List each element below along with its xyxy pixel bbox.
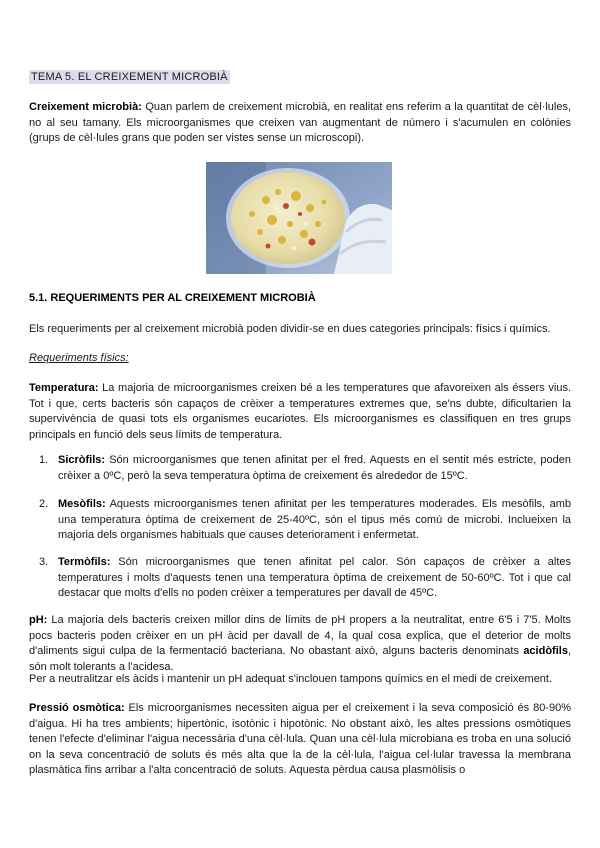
osmotic-text: Els microorganismes necessiten aigua per el creixement i la seva composició és 80-90% d'aigua. Hi ha tres ambients; hipertònic, isotònic i hipotònic. No obstant això, les altes pressions osmòtiques tenen l'efecte d'eliminar l'aigua necessària d'una cèl·lula. Quan una cèl·lula microbiana es troba en una solució on la seva concentració de soluts és més alta que la de la cèl·lula, l'aigua cel·lular travessa la membrana plasmàtica fins arribar a l'alta concentració de soluts. Aquesta pèrdua causa plasmòlisis o [29, 702, 571, 776]
list-text: Són microorganismes que tenen afinitat pel calor. Són capaços de crèixer a altes temperatures i molts d'aquests tenen una temperatura òptima de creixement de 50-60ºC. Tot i que cal destacar que molts d'ells no poden crèixer a temperatures per davall de 45ºC. [58, 556, 571, 599]
temperature-term: Temperatura: [29, 382, 99, 394]
ph-term: pH: [29, 614, 48, 626]
ph-text: La majoria dels bacteris creixen millor dins de límits de pH propers a la neutralitat, entre 6'5 i 7'5. Molts pocs bacteris poden crèixer en un pH àcid per davall de 4, la qual cosa explica, que el deterior de molts d'aliments sigui culpa de la fermentació bacteriana. No obastant això, alguns bacteris denominats [29, 614, 571, 657]
osmotic-term: Pressió osmòtica: [29, 702, 125, 714]
list-item [39, 497, 571, 544]
list-text-block [58, 555, 571, 602]
list-text: Són microorganismes que tenen afinitat per el fred. Aquests en el sentit més estricte, poden crèixer a 0ºC, però la seva temperatura òptima de creixement és alrededor de 15ºC. [58, 454, 571, 482]
temperature-paragraph [29, 381, 571, 443]
temperature-text: La majoria de microorganismes creixen bé a les temperatures que afavoreixen als éssers vius. Tot i que, certs bacteris són capaços de crèixer a temperatures extremes que, se'ns dubte, dificultarien la supervivència de quasi tots els organismes eucariotes. Els microorganismes es classifiquen en tres grups principals en funció dels seus límits de temperatura. [29, 382, 572, 441]
intro-paragraph [29, 100, 571, 147]
section-intro: Els requeriments per al creixement microbià poden dividir-se en dues categories principals: físics i químics. [29, 323, 551, 335]
list-term: Mesòfils: [58, 498, 106, 510]
list-text: Aquests microorganismes tenen afinitat per les temperatures moderades. Els mesòfils, amb una temperatura òptima de creixement de 25-40ºC, són el tipus més comú de microbi. Inclueixen la majoria dels organismes habituals que causes deteriorament i enfermetat. [58, 498, 571, 541]
list-text-block [58, 497, 571, 544]
osmotic-paragraph [29, 701, 571, 779]
petri-dish-photo [206, 162, 392, 274]
list-item [39, 453, 571, 484]
list-number: 3. [39, 556, 49, 568]
intro-text: Quan parlem de creixement microbià, en realitat ens referim a la quantitat de cèl·lules, no al seu tamany. Els microorganismes que creixen van augmentant de número i s'acumulen en colònies (grups de cèl·lules grans que poden ser vistes sense un microscopi). [29, 101, 572, 144]
list-item [39, 555, 571, 602]
ph-paragraph [29, 613, 571, 675]
ph-bold-word: acidòfils [523, 645, 568, 657]
list-term: Sicròfils: [58, 454, 106, 466]
ph-text-after: , són molt tolerants a l'acidesa. [29, 645, 571, 673]
ph-second-line: Per a neutralitzar els àcids i mantenir un pH adequat s'inclouen tampons químics en el medi de creixement. [29, 673, 553, 685]
petri-dish-illustration [206, 162, 392, 274]
subheading-line [29, 351, 571, 367]
section-heading: 5.1. REQUERIMENTS PER AL CREIXEMENT MICROBIÀ [29, 292, 316, 304]
list-term: Termòfils: [58, 556, 111, 568]
subheading: Requeriments físics: [29, 352, 129, 364]
page-title-line [29, 70, 571, 86]
intro-term: Creixement microbià: [29, 101, 142, 113]
list-number: 1. [39, 454, 49, 466]
list-text-block [58, 453, 571, 484]
page-title: TEMA 5. EL CREIXEMENT MICROBIÀ [31, 71, 228, 83]
list-number: 2. [39, 498, 49, 510]
